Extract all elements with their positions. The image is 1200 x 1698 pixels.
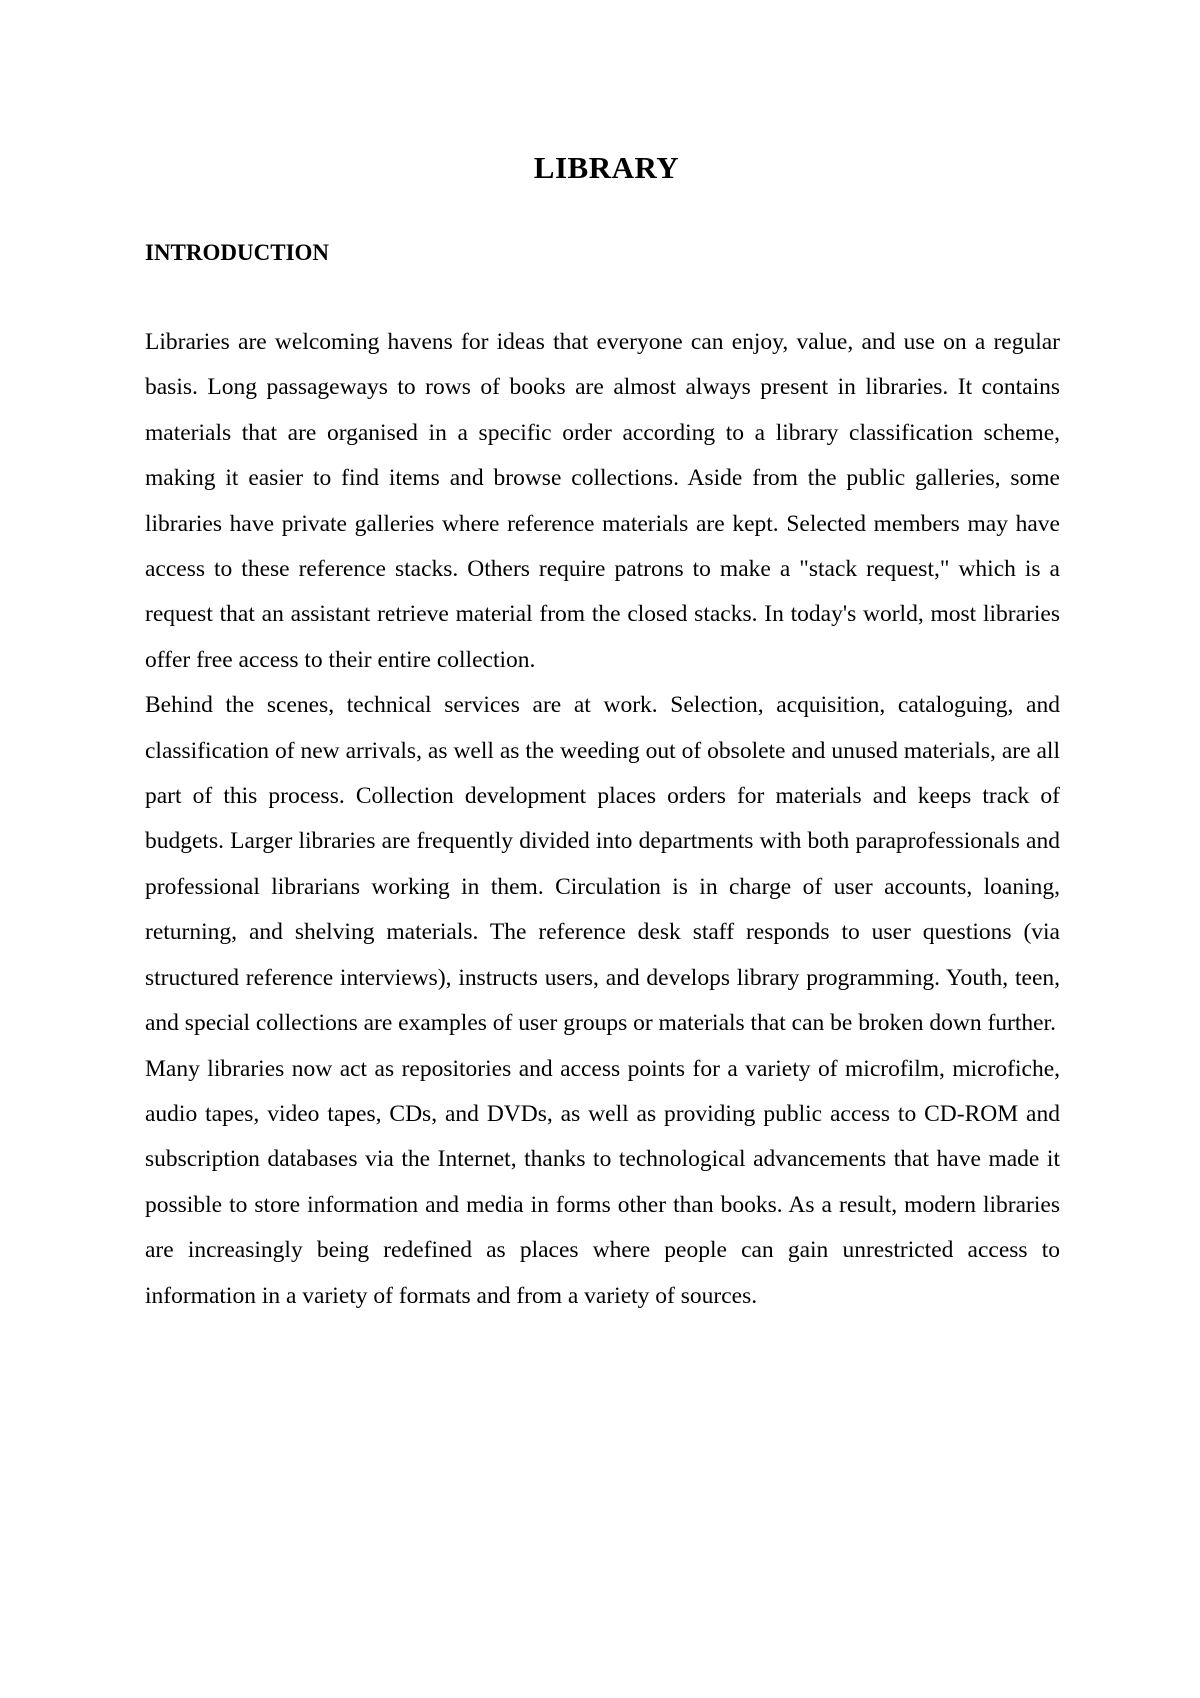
body-paragraph: Behind the scenes, technical services are at work. Selection, acquisition, cataloguing, and classification of new arrivals, as well as the weeding out of obsolete and unused materials, are all part of this process. Collection development places orders for materials and keeps track of budgets. Larger libraries are frequently divided into departments with both paraprofessionals and professional librarians working in them. Circulation is in charge of user accounts, loaning, returning, and shelving materials. The reference desk staff responds to user questions (via structured reference interviews), instructs users, and develops library programming. Youth, teen, and special collections are examples of user groups or materials that can be broken down further. — [145, 692, 1060, 1037]
body-paragraph: Many libraries now act as repositories and access points for a variety of microfilm, microfiche, audio tapes, video tapes, CDs, and DVDs, as well as providing public access to CD-ROM and subscription databases via the Internet, thanks to technological advancements that have made it possible to store information and media in forms other than books. As a result, modern libraries are increasingly being redefined as places where people can gain unrestricted access to information in a variety of formats and from a variety of sources. — [145, 1055, 1060, 1309]
section-heading: INTRODUCTION — [145, 240, 330, 265]
body-paragraph: Libraries are welcoming havens for ideas that everyone can enjoy, value, and use on a regular basis. Long passageways to rows of books are almost always present in libraries. It contains materials that are organised in a specific order according to a library classification scheme, making it easier to find items and browse collections. Aside from the public galleries, some libraries have private galleries where reference materials are kept. Selected members may have access to these reference stacks. Others require patrons to make a "stack request," which is a request that an assistant retrieve material from the closed stacks. In today's world, most libraries offer free access to their entire collection. — [145, 329, 1060, 673]
document-body — [145, 320, 1060, 1319]
document-title: LIBRARY — [533, 150, 680, 185]
